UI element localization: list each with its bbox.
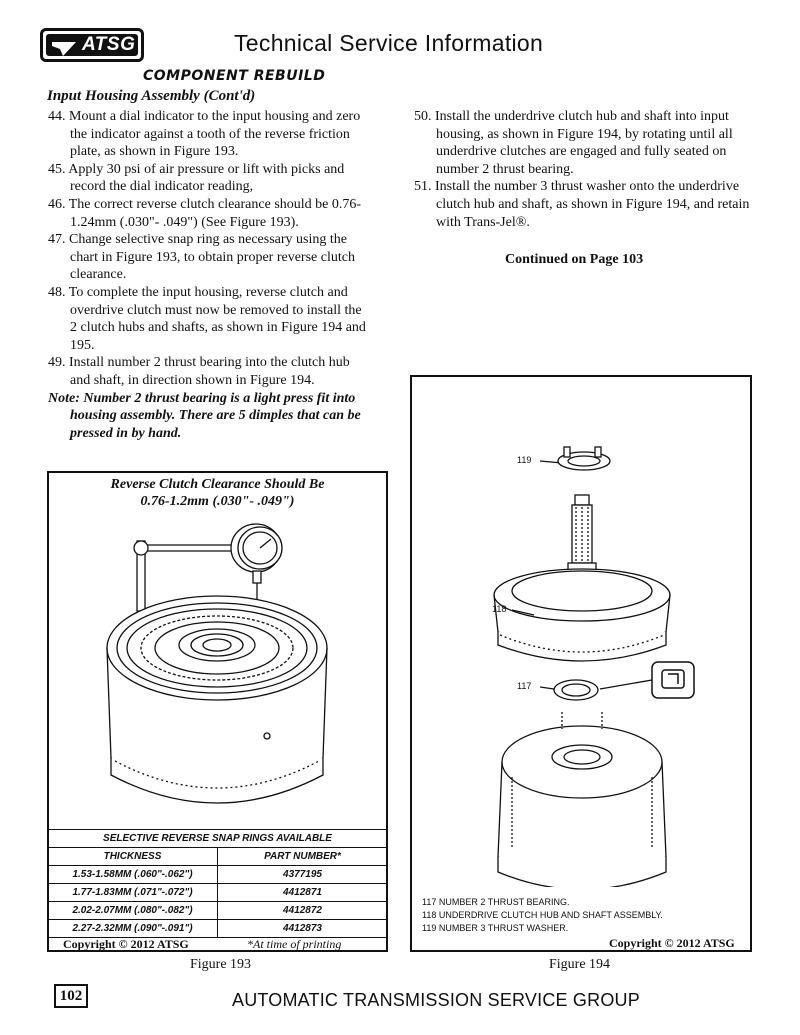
figure-193-title-line1: Reverse Clutch Clearance Should Be: [110, 477, 325, 492]
step-49: 49. Install number 2 thrust bearing into the clutch hub and shaft, in direction shown in Figure 194.: [48, 355, 350, 388]
thickness-cell: 2.27-2.32MM (.090"-.091"): [48, 920, 218, 938]
col-header-part: PART NUMBER*: [218, 848, 388, 866]
thrust-bearing-note: Note: Number 2 thrust bearing is a light press fit into housing assembly. There are 5 dimples that can be pressed in by hand.: [48, 390, 361, 441]
table-row: [48, 920, 388, 938]
logo-text: ATSG: [82, 34, 136, 55]
figure-193: [47, 471, 388, 952]
thickness-cell: 2.02-2.07MM (.080"-.082"): [48, 902, 218, 920]
table-row: [48, 902, 388, 920]
part-cell: 4412871: [218, 884, 388, 902]
footer-org: AUTOMATIC TRANSMISSION SERVICE GROUP: [232, 990, 640, 1010]
left-steps: [48, 108, 366, 442]
figure-194-caption: Figure 194: [549, 957, 611, 972]
part-cell: 4412873: [218, 920, 388, 938]
legend-item-118: 118 UNDERDRIVE CLUTCH HUB AND SHAFT ASSEMBLY.: [422, 910, 663, 920]
part-cell: 4412872: [218, 902, 388, 920]
step-44: 44. Mount a dial indicator to the input housing and zero the indicator against a tooth of the reverse friction plate, as shown in Figure 193.: [48, 109, 361, 160]
checkmark-flag-icon: [50, 36, 80, 60]
section-heading: COMPONENT REBUILD: [143, 68, 326, 84]
table-title: SELECTIVE REVERSE SNAP RINGS AVAILABLE: [48, 830, 388, 848]
callout-118: 118: [492, 604, 507, 614]
thickness-cell: 1.53-1.58MM (.060"-.062"): [48, 866, 218, 884]
atsg-logo: [40, 28, 144, 62]
col-header-thickness: THICKNESS: [48, 848, 218, 866]
continued-note: Continued on Page 103: [505, 252, 644, 267]
step-47: 47. Change selective snap ring as necessary using the chart in Figure 193, to obtain proper reverse clutch clearance.: [48, 232, 355, 283]
thickness-cell: 1.77-1.83MM (.071"-.072"): [48, 884, 218, 902]
figure-193-copyright: Copyright © 2012 ATSG: [63, 937, 189, 951]
page-number: 102: [54, 984, 88, 1008]
subsection-heading: Input Housing Assembly (Cont'd): [47, 88, 256, 104]
page-title: Technical Service Information: [234, 30, 544, 56]
step-46: 46. The correct reverse clutch clearance should be 0.76-1.24mm (.030"- .049") (See Figure 193).: [48, 196, 362, 230]
figure-194-legend: [422, 896, 663, 935]
figure-193-title-line2: 0.76-1.2mm (.030"- .049"): [140, 494, 295, 509]
part-cell: 4377195: [218, 866, 388, 884]
figure-194: [410, 375, 752, 952]
legend-item-119: 119 NUMBER 3 THRUST WASHER.: [422, 923, 569, 933]
step-50: 50. Install the underdrive clutch hub and shaft into input housing, as shown in Figure 194, by rotating until all underdrive clutches are engaged and fully seated on number 2 thrust bearing.: [414, 109, 733, 177]
figure-194-copyright: Copyright © 2012 ATSG: [609, 936, 735, 950]
right-steps: [414, 108, 752, 231]
step-51: 51. Install the number 3 thrust washer onto the underdrive clutch hub and shaft, as shown in Figure 194, and retain with Trans-Jel®.: [414, 179, 750, 230]
table-row: [48, 866, 388, 884]
figure-193-caption: Figure 193: [190, 957, 252, 972]
legend-item-117: 117 NUMBER 2 THRUST BEARING.: [422, 897, 570, 907]
callout-119: 119: [517, 455, 532, 465]
thrust-bearing-detail-icon: [652, 662, 694, 698]
table-row: [48, 884, 388, 902]
underdrive-hub-exploded-illustration: [412, 377, 750, 887]
snap-ring-table: [47, 829, 388, 938]
step-45: 45. Apply 30 psi of air pressure or lift with picks and record the dial indicator reading,: [48, 161, 345, 195]
step-48: 48. To complete the input housing, reverse clutch and overdrive clutch must now be removed to install the 2 clutch hubs and shafts, as shown in Figure 194 and 195.: [48, 284, 366, 353]
callout-117: 117: [517, 681, 532, 691]
dial-indicator-housing-illustration: [49, 513, 386, 823]
figure-193-footnote: *At time of printing: [247, 937, 342, 951]
